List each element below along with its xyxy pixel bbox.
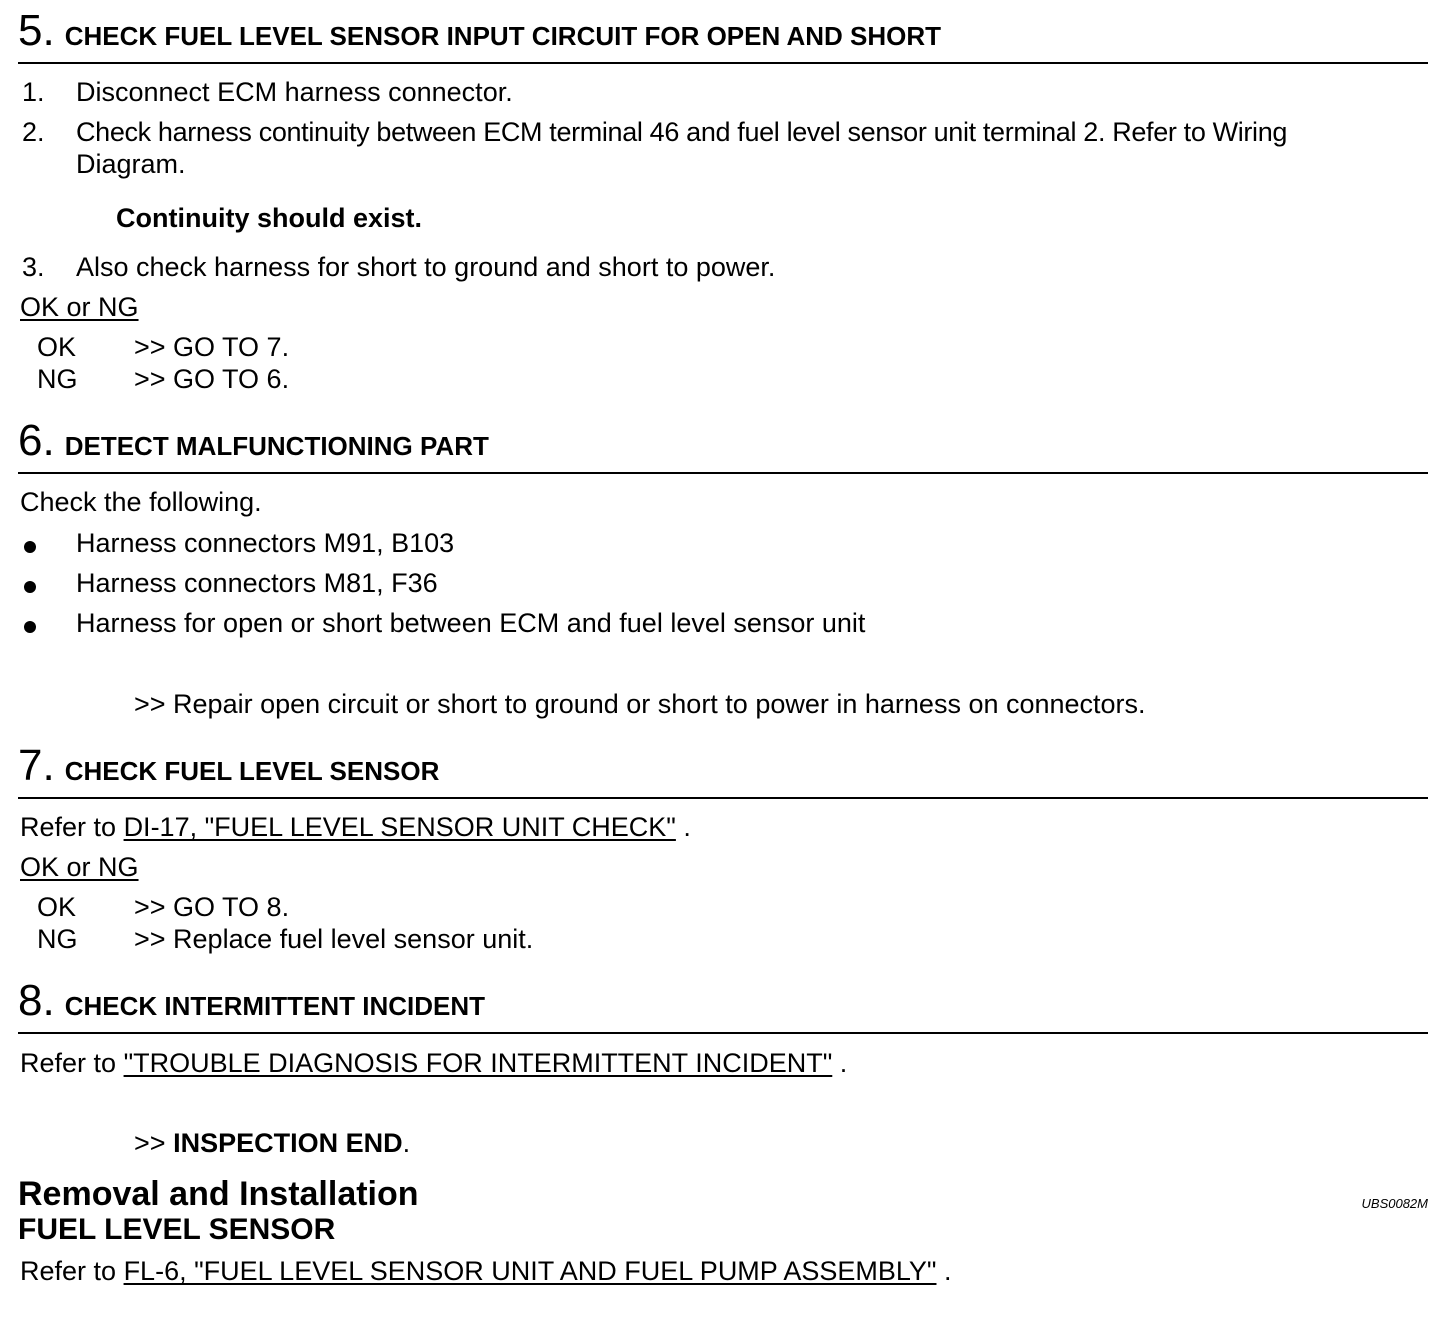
step-7-title: CHECK FUEL LEVEL SENSOR: [64, 756, 440, 786]
step-6-rule: [18, 472, 1428, 474]
step-5-item-1-text: Disconnect ECM harness connector.: [76, 77, 513, 107]
step-8-refer-suffix: .: [839, 1048, 848, 1078]
step-8-action-prefix: >>: [134, 1128, 166, 1158]
step-7-ng-label: NG: [37, 924, 78, 954]
step-8-title: CHECK INTERMITTENT INCIDENT: [64, 991, 486, 1021]
step-5-item-2-label: 2.: [22, 117, 45, 147]
bullet-dot: [24, 541, 36, 553]
step-5-ok-label: OK: [37, 332, 77, 362]
bullet-dot: [24, 621, 36, 633]
removal-refer-link[interactable]: FL-6, "FUEL LEVEL SENSOR UNIT AND FUEL PUMP ASSEMBLY": [123, 1256, 937, 1286]
step-8-refer-link[interactable]: "TROUBLE DIAGNOSIS FOR INTERMITTENT INCIDENT": [123, 1048, 833, 1078]
step-6-number: 6.: [18, 416, 55, 465]
step-5-item-3-text: Also check harness for short to ground and short to power.: [76, 252, 776, 282]
step-8-heading: [18, 976, 485, 1026]
bullet-dot: [24, 581, 36, 593]
section-code: UBS0082M: [1361, 1196, 1428, 1211]
step-8-refer: [20, 1048, 847, 1079]
step-7-ok-label: OK: [37, 892, 77, 922]
step-7-ok-action: >> GO TO 8.: [134, 892, 290, 922]
step-5-item-3-label: 3.: [22, 252, 45, 282]
step-5-ng-label: NG: [37, 364, 78, 394]
step-5-heading: [18, 6, 941, 56]
step-6-intro: Check the following.: [20, 487, 262, 517]
step-8-refer-prefix: Refer to: [20, 1048, 117, 1078]
step-6-bullet-1: Harness connectors M91, B103: [76, 528, 455, 558]
step-8-action-bold: INSPECTION END: [173, 1128, 403, 1158]
step-7-refer-prefix: Refer to: [20, 812, 117, 842]
step-8-rule: [18, 1032, 1428, 1034]
continuity-note: Continuity should exist.: [116, 203, 423, 233]
step-7-ng-action: >> Replace fuel level sensor unit.: [134, 924, 534, 954]
step-5-item-2-text-cont: Diagram.: [76, 149, 186, 179]
step-6-action: >> Repair open circuit or short to ground or short to power in harness on connectors.: [134, 689, 1146, 719]
step-5-rule: [18, 62, 1428, 64]
step-5-result-heading: OK or NG: [20, 292, 139, 322]
step-6-bullet-3: Harness for open or short between ECM and fuel level sensor unit: [76, 608, 866, 638]
step-8-number: 8.: [18, 976, 55, 1025]
removal-refer-prefix: Refer to: [20, 1256, 117, 1286]
step-6-heading: [18, 416, 489, 466]
step-7-refer: [20, 812, 691, 843]
step-5-ng-action: >> GO TO 6.: [134, 364, 290, 394]
removal-subtitle: FUEL LEVEL SENSOR: [18, 1213, 336, 1246]
step-5-number: 5.: [18, 6, 55, 55]
step-7-refer-link[interactable]: DI-17, "FUEL LEVEL SENSOR UNIT CHECK": [123, 812, 676, 842]
step-5-ok-action: >> GO TO 7.: [134, 332, 290, 362]
step-7-result-heading: OK or NG: [20, 852, 139, 882]
step-7-refer-suffix: .: [683, 812, 691, 842]
step-7-heading: [18, 741, 439, 791]
step-8-action-suffix: .: [402, 1128, 411, 1158]
step-5-item-2-text: Check harness continuity between ECM terminal 46 and fuel level sensor unit terminal 2. Refer to Wiring: [76, 117, 1288, 147]
step-6-bullet-2: Harness connectors M81, F36: [76, 568, 438, 598]
step-7-number: 7.: [18, 741, 55, 790]
removal-title: Removal and Installation: [18, 1175, 419, 1213]
step-7-rule: [18, 797, 1428, 799]
step-8-action: [134, 1128, 410, 1159]
step-5-item-1-label: 1.: [22, 77, 45, 107]
removal-refer: [20, 1256, 952, 1287]
step-6-title: DETECT MALFUNCTIONING PART: [64, 431, 489, 461]
removal-refer-suffix: .: [944, 1256, 952, 1286]
step-5-title: CHECK FUEL LEVEL SENSOR INPUT CIRCUIT FOR OPEN AND SHORT: [64, 21, 942, 51]
